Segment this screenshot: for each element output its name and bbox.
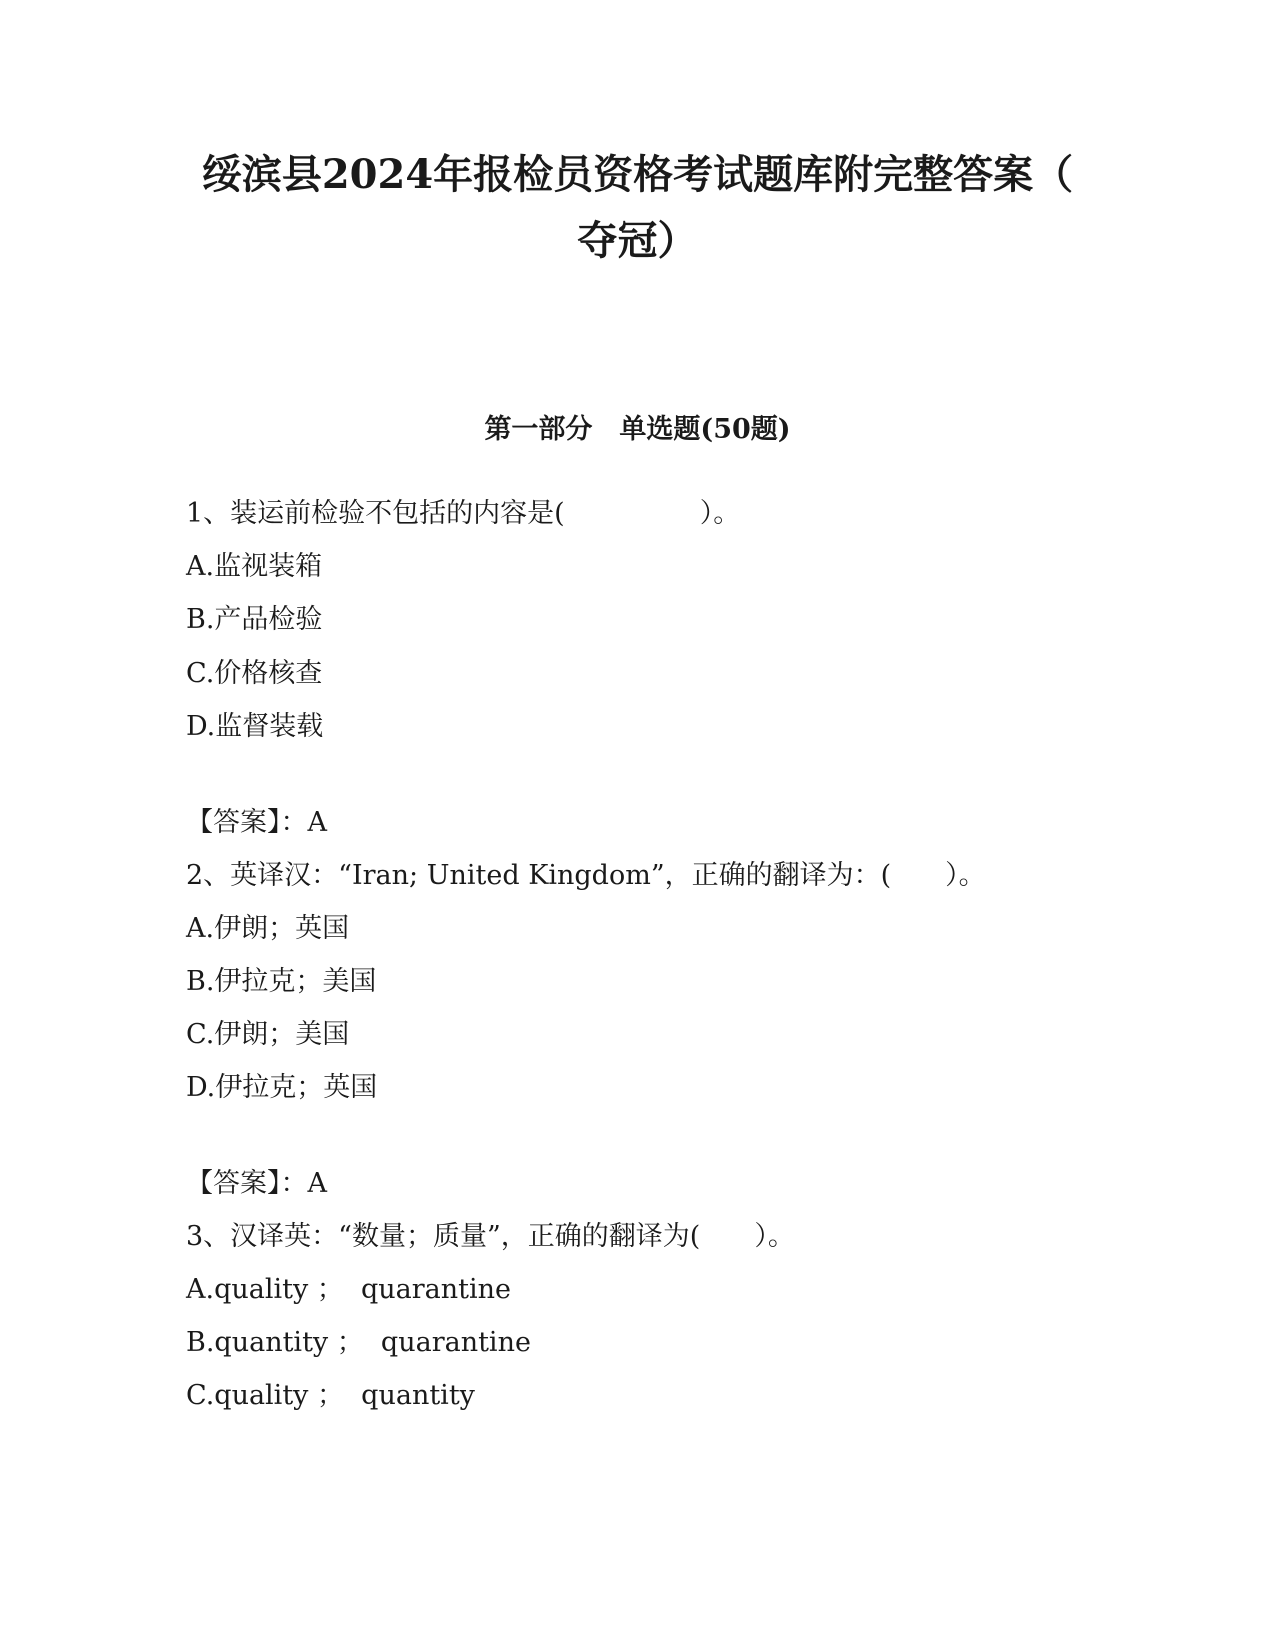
question-2-option-c: C.伊朗；美国: [186, 1019, 350, 1050]
title-line-2: 夺冠）: [577, 217, 698, 264]
question-2-option-b: B.伊拉克；美国: [186, 966, 377, 997]
question-2-option-d: D.伊拉克；英国: [186, 1072, 378, 1103]
title-line-1: 绥滨县2024年报检员资格考试题库附完整答案（: [201, 151, 1074, 198]
question-1-option-a: A.监视装箱: [186, 551, 323, 582]
question-2-stem: 2、英译汉：“Iran; United Kingdom”，正确的翻译为：( ）。: [186, 860, 986, 891]
question-3-stem: 3、汉译英：“数量；质量”，正确的翻译为( ）。: [186, 1221, 795, 1252]
question-2-option-a: A.伊朗；英国: [186, 913, 350, 944]
question-1-option-b: B.产品检验: [186, 604, 323, 635]
question-1-option-d: D.监督装载: [186, 711, 324, 742]
question-1-option-c: C.价格核查: [186, 658, 323, 689]
question-3-option-c: C.quality ； quantity: [186, 1380, 475, 1411]
question-1-stem: 1、装运前检验不包括的内容是( ）。: [186, 498, 741, 529]
question-3-option-a: A.quality ； quarantine: [186, 1274, 511, 1305]
question-2-answer: 【答案】：A: [186, 1168, 327, 1199]
document-title: [170, 142, 1105, 274]
section-heading: 第一部分 单选题(50题): [484, 414, 791, 445]
question-3-option-b: B.quantity ； quarantine: [186, 1327, 531, 1358]
question-1-answer: 【答案】：A: [186, 807, 327, 838]
